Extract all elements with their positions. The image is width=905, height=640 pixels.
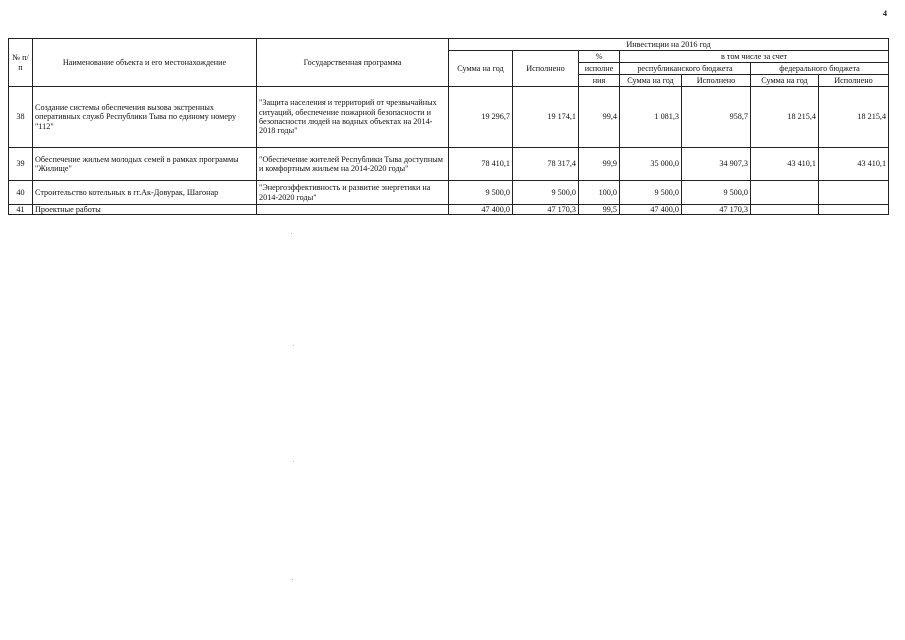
row-num: 39 xyxy=(9,148,33,181)
investments-header: Инвестиции на 2016 год xyxy=(449,39,889,51)
row-fed-sum xyxy=(751,205,819,215)
including-header: в том числе за счет xyxy=(620,51,889,63)
percent-header-top: % xyxy=(579,51,620,63)
row-name: Строительство котельных в гг.Ак-Довурак, Шагонар xyxy=(33,181,257,205)
row-fed-sum: 43 410,1 xyxy=(751,148,819,181)
num-header: № п/п xyxy=(9,39,33,87)
row-fed-exec xyxy=(819,181,889,205)
row-program: "Обеспечение жителей Республики Тыва доступным и комфортным жильем на 2014-2020 годы" xyxy=(257,148,449,181)
row-pct: 99,5 xyxy=(579,205,620,215)
table-row xyxy=(9,87,889,148)
row-num: 41 xyxy=(9,205,33,215)
row-rep-exec: 34 907,3 xyxy=(682,148,751,181)
row-rep-sum: 1 081,3 xyxy=(620,87,682,148)
federal-budget-header: федерального бюджета xyxy=(751,63,889,75)
row-fed-sum xyxy=(751,181,819,205)
row-program: "Защита населения и территорий от чрезвычайных ситуаций, обеспечение пожарной безопасности и безопасности людей на водных объектах на 2014-2018 годы" xyxy=(257,87,449,148)
row-name: Обеспечение жильем молодых семей в рамках программы "Жилище" xyxy=(33,148,257,181)
row-rep-sum: 35 000,0 xyxy=(620,148,682,181)
rep-exec-header: Исполнено xyxy=(682,75,751,87)
row-fed-exec: 43 410,1 xyxy=(819,148,889,181)
row-rep-exec: 47 170,3 xyxy=(682,205,751,215)
table-row xyxy=(9,181,889,205)
row-exec: 47 170,3 xyxy=(513,205,579,215)
row-exec: 19 174,1 xyxy=(513,87,579,148)
table-row xyxy=(9,148,889,181)
row-pct: 99,4 xyxy=(579,87,620,148)
rep-sum-header: Сумма на год xyxy=(620,75,682,87)
row-pct: 99,9 xyxy=(579,148,620,181)
row-fed-exec: 18 215,4 xyxy=(819,87,889,148)
row-num: 38 xyxy=(9,87,33,148)
executed-header: Исполнено xyxy=(513,51,579,87)
row-rep-exec: 958,7 xyxy=(682,87,751,148)
row-exec: 78 317,4 xyxy=(513,148,579,181)
row-sum: 19 296,7 xyxy=(449,87,513,148)
row-fed-sum: 18 215,4 xyxy=(751,87,819,148)
row-exec: 9 500,0 xyxy=(513,181,579,205)
percent-header-bot: ния xyxy=(579,75,620,87)
page-number: 4 xyxy=(883,9,887,18)
row-rep-sum: 47 400,0 xyxy=(620,205,682,215)
table-row xyxy=(9,205,889,215)
fed-sum-header: Сумма на год xyxy=(751,75,819,87)
scan-speck xyxy=(293,345,294,346)
scan-speck xyxy=(293,461,294,462)
row-sum: 78 410,1 xyxy=(449,148,513,181)
row-num: 40 xyxy=(9,181,33,205)
row-sum: 9 500,0 xyxy=(449,181,513,205)
scan-speck xyxy=(291,233,292,234)
row-program: "Энергоэффективность и развитие энергетики на 2014-2020 годы" xyxy=(257,181,449,205)
republic-budget-header: республиканского бюджета xyxy=(620,63,751,75)
scan-speck xyxy=(292,579,293,580)
program-header: Государственная программа xyxy=(257,39,449,87)
fed-exec-header: Исполнено xyxy=(819,75,889,87)
row-rep-exec: 9 500,0 xyxy=(682,181,751,205)
row-pct: 100,0 xyxy=(579,181,620,205)
row-fed-exec xyxy=(819,205,889,215)
row-program xyxy=(257,205,449,215)
name-header: Наименование объекта и его местонахождение xyxy=(33,39,257,87)
row-name: Создание системы обеспечения вызова экстренных оперативных служб Республики Тыва по единому номеру "112" xyxy=(33,87,257,148)
row-sum: 47 400,0 xyxy=(449,205,513,215)
percent-header-mid: исполне xyxy=(579,63,620,75)
row-rep-sum: 9 500,0 xyxy=(620,181,682,205)
sum-year-header: Сумма на год xyxy=(449,51,513,87)
row-name: Проектные работы xyxy=(33,205,257,215)
investment-table xyxy=(8,38,889,215)
